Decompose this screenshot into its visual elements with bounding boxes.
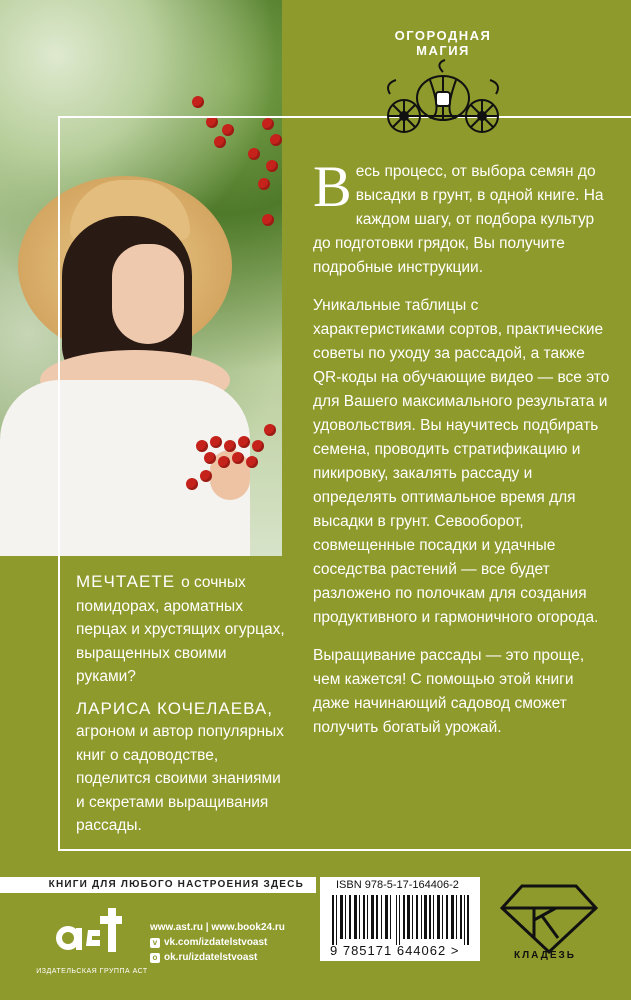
series-title: ОГОРОДНАЯ МАГИЯ <box>394 28 492 58</box>
paragraph-3: Выращивание рассады — это проще, чем кажется! С помощью этой книги даже начинающий садовод сможет получить богатый урожай. <box>313 647 585 736</box>
paragraph-1-text: есь процесс, от выбора семян до высадки в грунт, в одной книге. На каждом шагу, от подбора культур до подготовки грядок, Вы получите подробные инструкции. <box>313 163 604 276</box>
description-text <box>313 154 613 754</box>
web-link-text[interactable]: www.ast.ru | www.book24.ru <box>150 922 285 933</box>
vk-icon: v <box>150 938 160 948</box>
paragraph-1 <box>313 154 613 280</box>
publisher-caption: ИЗДАТЕЛЬСКАЯ ГРУППА АСТ <box>36 968 148 975</box>
barcode-icon <box>332 895 470 945</box>
lead-paragraph <box>76 570 286 689</box>
hand <box>210 450 250 500</box>
barcode-box <box>320 877 480 961</box>
cover-photo <box>0 0 282 556</box>
publisher-links <box>150 920 310 965</box>
pumpkin-carriage-icon <box>382 58 504 138</box>
author-paragraph <box>76 697 286 838</box>
author-description: агроном и автор популярных книг о садоводстве, поделится своими знаниями и секретами выращивания рассады. <box>76 723 284 834</box>
ean-number: 9 785171 644062 > <box>330 943 460 958</box>
slogan-strip: КНИГИ ДЛЯ ЛЮБОГО НАСТРОЕНИЯ ЗДЕСЬ <box>0 877 316 893</box>
imprint-name: КЛАДЕЗЬ <box>514 950 576 961</box>
series-logo <box>368 28 518 143</box>
vk-link-text[interactable]: vk.com/izdatelstvoast <box>164 937 268 948</box>
ok-link[interactable] <box>150 950 310 965</box>
ok-link-text[interactable]: ok.ru/izdatelstvoast <box>164 952 258 963</box>
paragraph-2: Уникальные таблицы с характеристиками сортов, практические советы по уходу за рассадой, а также QR-коды на обучающие видео — все это для Вашего максимального результата и удовольствия. Вы научитесь подбирать семена, проводить стратификацию и пикировку, закалять рассаду и определять оптимальное время для высадки в грунт. Севооборот, совмещенные посадки и удачные соседства растений — все будет разложено по полочкам для создания продуктивного и гармоничного огорода. <box>313 297 610 626</box>
lead-rest: о сочных помидорах, ароматных перцах и хрустящих огурцах, выращенных своими руками? <box>76 574 285 685</box>
drop-cap: В <box>313 154 352 219</box>
lead-word: МЕЧТАЕТЕ <box>76 572 176 591</box>
ok-icon: o <box>150 953 160 963</box>
vk-link[interactable] <box>150 935 310 950</box>
ast-logo-icon <box>48 900 128 960</box>
author-face <box>112 244 184 344</box>
web-link[interactable] <box>150 920 310 935</box>
author-name: ЛАРИСА КОЧЕЛАЕВА, <box>76 698 273 718</box>
author-text <box>76 570 286 846</box>
frame-line-left <box>58 116 60 851</box>
frame-line-bottom <box>58 849 631 851</box>
frame-line-top <box>58 116 631 118</box>
isbn-number: ISBN 978-5-17-164406-2 <box>336 879 459 891</box>
